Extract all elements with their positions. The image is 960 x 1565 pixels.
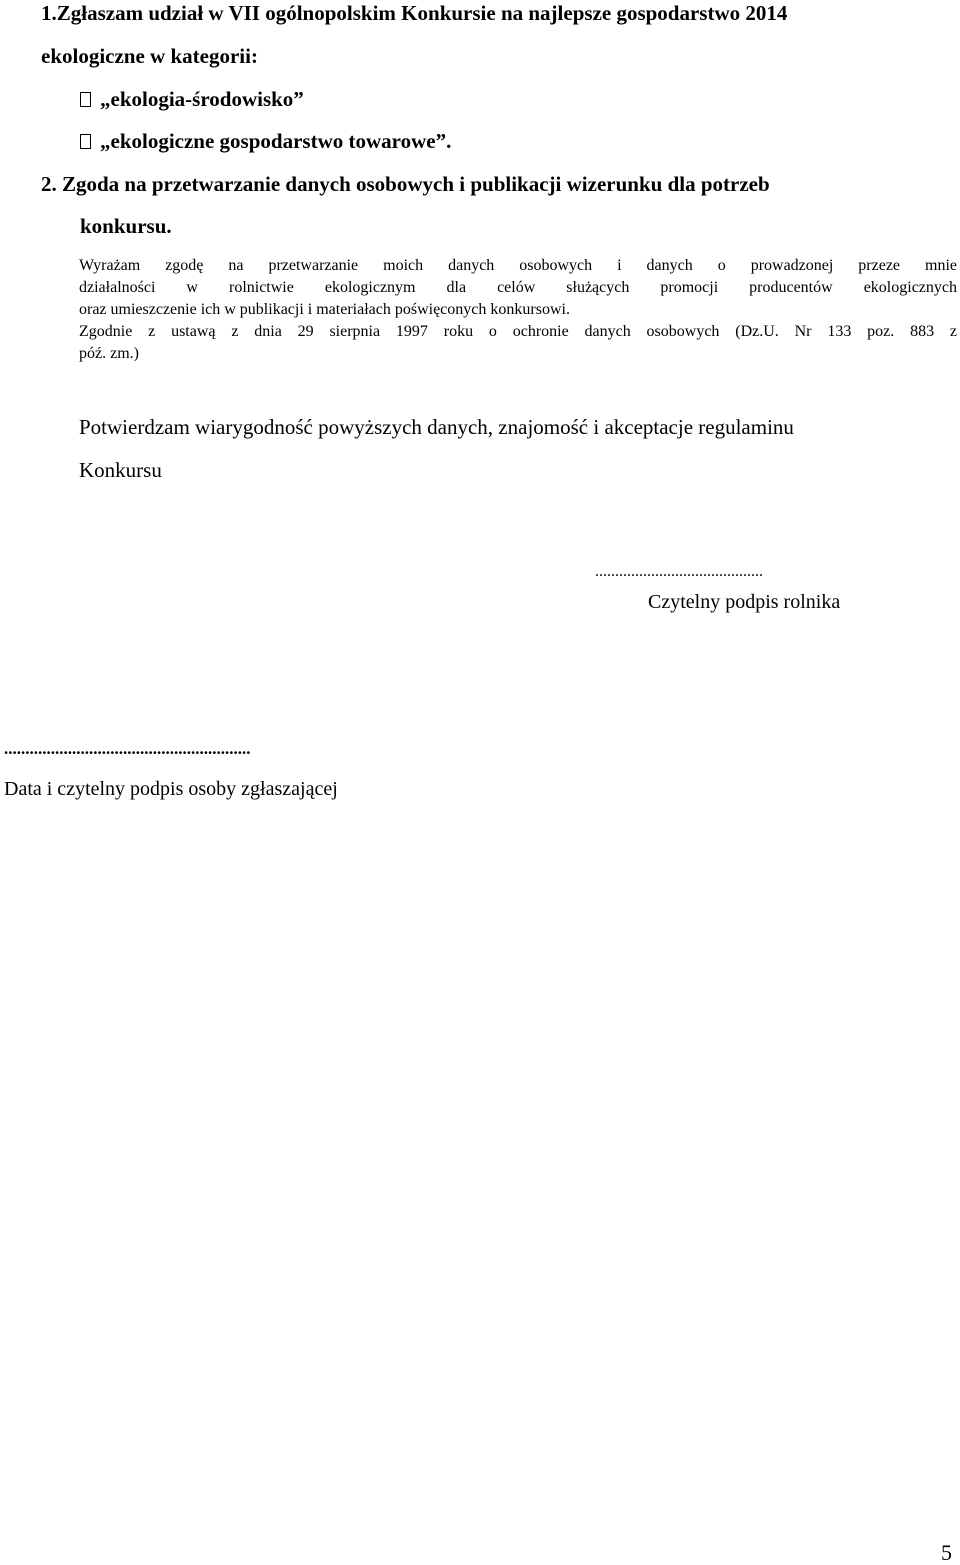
checkbox-icon[interactable] xyxy=(80,134,91,149)
confirmation-line2: Konkursu xyxy=(79,458,162,482)
category-option-commercial[interactable] xyxy=(80,128,451,154)
section1-line1: 1.Zgłaszam udział w VII ogólnopolskim Konkursie na najlepsze gospodarstwo 2014 xyxy=(41,1,788,25)
submitter-signature-label: Data i czytelny podpis osoby zgłaszającej xyxy=(4,778,338,800)
consent-paragraph xyxy=(79,255,957,365)
submitter-signature-line[interactable]: .......................................................... xyxy=(4,739,251,758)
farmer-signature-label: Czytelny podpis rolnika xyxy=(648,591,841,613)
checkbox-icon[interactable] xyxy=(80,92,91,107)
confirmation-line1: Potwierdzam wiarygodność powyższych danych, znajomość i akceptacje regulaminu xyxy=(79,415,794,439)
section2-line1: 2. Zgoda na przetwarzanie danych osobowych i publikacji wizerunku dla potrzeb xyxy=(41,172,770,196)
page-number: 5 xyxy=(941,1540,952,1565)
farmer-signature-line[interactable]: .......................................... xyxy=(595,563,763,580)
category-option-ecology[interactable] xyxy=(80,86,304,112)
category-option-label: „ekologiczne gospodarstwo towarowe”. xyxy=(100,129,452,153)
consent-line: póź. zm.) xyxy=(79,345,139,362)
consent-line: Wyrażam zgodę na przetwarzanie moich danych osobowych i danych o prowadzonej przeze mnie xyxy=(79,257,957,274)
category-option-label: „ekologia-środowisko” xyxy=(100,87,304,111)
consent-line: Zgodnie z ustawą z dnia 29 sierpnia 1997 roku o ochronie danych osobowych (Dz.U. Nr 133 poz. 883 z xyxy=(79,323,957,340)
consent-line: działalności w rolnictwie ekologicznym dla celów służących promocji producentów ekologicznych xyxy=(79,279,957,296)
section1-line2: ekologiczne w kategorii: xyxy=(41,44,258,68)
section2-line2: konkursu. xyxy=(80,214,172,238)
consent-line: oraz umieszczenie ich w publikacji i materiałach poświęconych konkursowi. xyxy=(79,301,570,318)
